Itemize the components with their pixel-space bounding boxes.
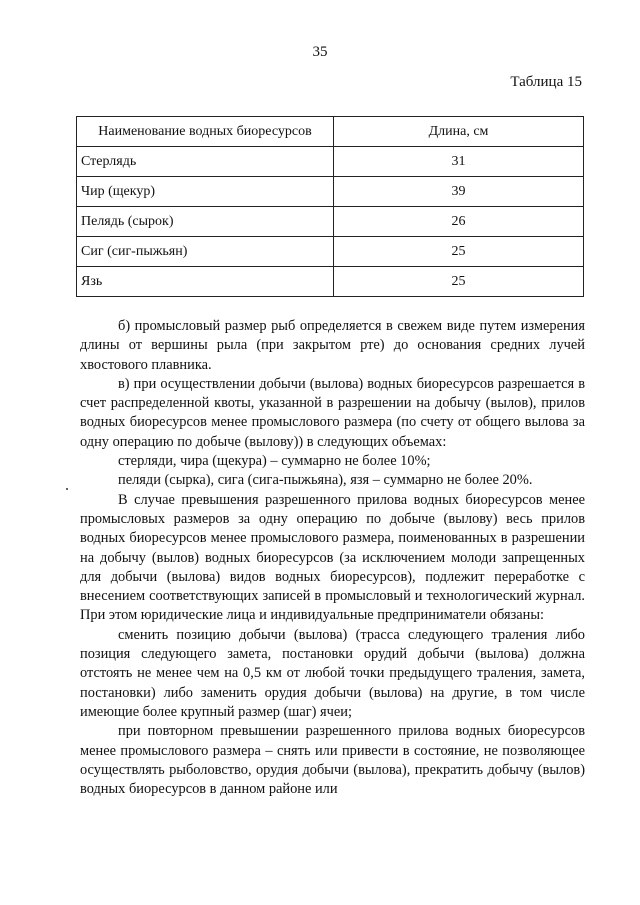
quota-sterlet-chir: стерляди, чира (щекура) – суммарно не более 10%; bbox=[118, 453, 431, 470]
species-length: 25 bbox=[334, 267, 584, 297]
paragraph-b: б) промысловый размер рыб определяется в свежем виде путем измерения длины от вершины рыла (при закрытом рте) до основания средних лучей хвостового плавника. bbox=[80, 318, 585, 373]
species-name: Стерлядь bbox=[77, 147, 334, 177]
species-length: 39 bbox=[334, 177, 584, 207]
species-name: Сиг (сиг-пыжьян) bbox=[77, 237, 334, 267]
scan-speck bbox=[66, 488, 68, 490]
species-length: 25 bbox=[334, 237, 584, 267]
table-header-row bbox=[77, 117, 584, 147]
species-length: 26 bbox=[334, 207, 584, 237]
species-name: Язь bbox=[77, 267, 334, 297]
paragraph-v: в) при осуществлении добычи (вылова) водных биоресурсов разрешается в счет распределенной квоты, указанной в разрешении на добычу (вылов), прилов водных биоресурсов менее промыслового размера (по счету от общего вылова за одну операцию по добыче (вылову)) в следующих объемах: bbox=[80, 375, 585, 450]
species-name: Чир (щекур) bbox=[77, 177, 334, 207]
quota-peled-sig-ide: пеляди (сырка), сига (сига-пыжьяна), язя – суммарно не более 20%. bbox=[118, 472, 533, 489]
table-row bbox=[77, 207, 584, 237]
table-row bbox=[77, 237, 584, 267]
species-name: Пелядь (сырок) bbox=[77, 207, 334, 237]
body-text bbox=[80, 317, 585, 799]
bioresources-length-table bbox=[76, 116, 584, 297]
header-length: Длина, см bbox=[334, 117, 584, 147]
paragraph-change-position: сменить позицию добычи (вылова) (трасса следующего траления либо позиция следующего замета, постановки орудий добычи (вылова) должна отстоять не менее чем на 0,5 км от любой точки предыдущего траления, замета, постановки) либо заменить орудия добычи (вылова) на другие, в том числе имеющие более крупный размер (шаг) ячеи; bbox=[80, 626, 585, 720]
table-caption: Таблица 15 bbox=[510, 74, 582, 90]
header-name: Наименование водных биоресурсов bbox=[77, 117, 334, 147]
page-number: 35 bbox=[312, 44, 328, 60]
table-row bbox=[77, 177, 584, 207]
paragraph-excess: В случае превышения разрешенного прилова водных биоресурсов менее промысловых размеров за одну операцию по добыче (вылову) весь прилов водных биоресурсов менее промыслового размера, поименованных в разрешении на добычу (вылов) водных биоресурсов (за исключением молоди запрещенных для добычи (вылова) видов водных биоресурсов), подлежит переработке с внесением соответствующих записей в промысловый и технологический журнал. При этом юридические лица и индивидуальные предприниматели обязаны: bbox=[80, 491, 585, 624]
table-row bbox=[77, 147, 584, 177]
species-length: 31 bbox=[334, 147, 584, 177]
table-row bbox=[77, 267, 584, 297]
paragraph-repeat-excess: при повторном превышении разрешенного прилова водных биоресурсов менее промыслового размера – снять или привести в состояние, не позволяющее осуществлять рыболовство, орудия добычи (вылова), прекратить добычу (вылов) водных биоресурсов в данном районе или bbox=[80, 723, 585, 798]
